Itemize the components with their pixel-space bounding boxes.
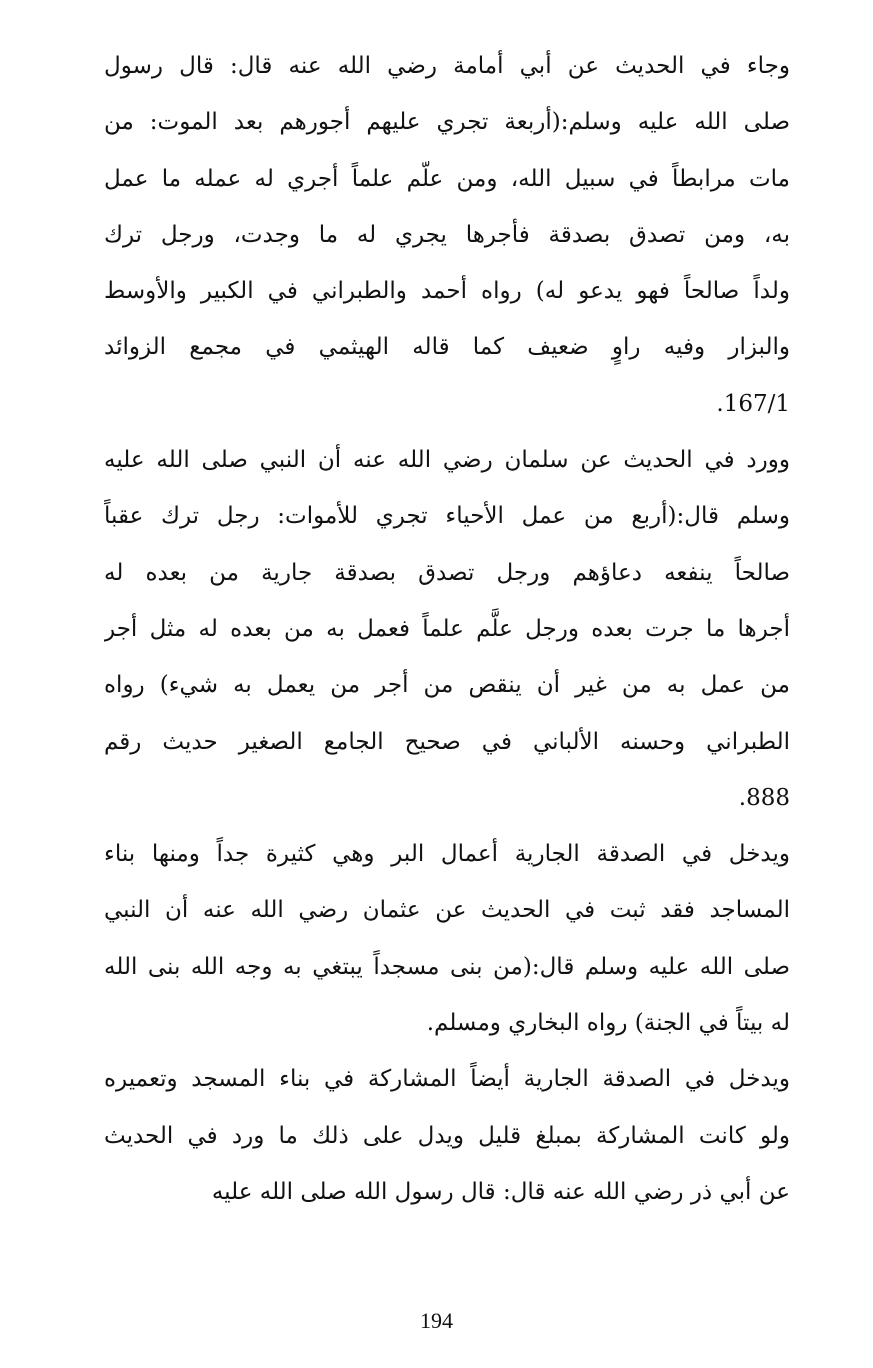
- text-line: 888.: [738, 784, 790, 811]
- text-line: وسلم قال:(أربع من عمل الأحياء تجري للأموات: رجل ترك عقباً: [104, 503, 790, 530]
- text-line: الطبراني وحسنه الألباني في صحيح الجامع الصغير حديث رقم: [104, 728, 790, 755]
- text-line: وورد في الحديث عن سلمان رضي الله عنه أن النبي صلى الله عليه: [104, 447, 790, 474]
- text-line: من عمل به من غير أن ينقص من أجر من يعمل به شيء) رواه: [104, 672, 790, 699]
- text-line: مات مرابطاً في سبيل الله، ومن علّم علماً أجري له عمله ما عمل: [104, 165, 790, 192]
- paragraph: [104, 432, 790, 826]
- text-line: عن أبي ذر رضي الله عنه قال: قال رسول الله صلى الله عليه: [211, 1178, 790, 1205]
- text-line: صلى الله عليه وسلم:(أربعة تجري عليهم أجورهم بعد الموت: من: [104, 109, 790, 136]
- text-line: والبزار وفيه راوٍ ضعيف كما قاله الهيثمي في مجمع الزوائد: [104, 334, 790, 361]
- text-line: ولو كانت المشاركة بمبلغ قليل ويدل على ذلك ما ورد في الحديث: [104, 1122, 790, 1149]
- text-line: وجاء في الحديث عن أبي أمامة رضي الله عنه قال: قال رسول: [104, 53, 790, 79]
- page-number: 194: [420, 1308, 453, 1333]
- text-line: له بيتاً في الجنة) رواه البخاري ومسلم.: [426, 1010, 790, 1037]
- page-body-text: [104, 38, 790, 1220]
- paragraph: [104, 1051, 790, 1220]
- text-line: صالحاً ينفعه دعاؤهم ورجل تصدق بصدقة جارية من بعده له: [104, 559, 790, 586]
- text-line: به، ومن تصدق بصدقة فأجرها يجري له ما وجدت، ورجل ترك: [104, 221, 790, 248]
- text-line: المساجد فقد ثبت في الحديث عن عثمان رضي الله عنه أن النبي: [104, 897, 790, 924]
- text-line: ويدخل في الصدقة الجارية أعمال البر وهي كثيرة جداً ومنها بناء: [104, 841, 790, 868]
- text-line: ولداً صالحاً فهو يدعو له) رواه أحمد والطبراني في الكبير والأوسط: [104, 278, 790, 305]
- text-line: أجرها ما جرت بعده ورجل علَّم علماً فعمل به من بعده له مثل أجر: [104, 615, 790, 642]
- text-line: صلى الله عليه وسلم قال:(من بنى مسجداً يبتغي به وجه الله بنى الله: [104, 953, 790, 980]
- paragraph: [104, 826, 790, 1051]
- paragraph: [104, 38, 790, 432]
- text-line: ويدخل في الصدقة الجارية أيضاً المشاركة في بناء المسجد وتعميره: [104, 1066, 790, 1093]
- text-line: 167/1.: [716, 390, 790, 417]
